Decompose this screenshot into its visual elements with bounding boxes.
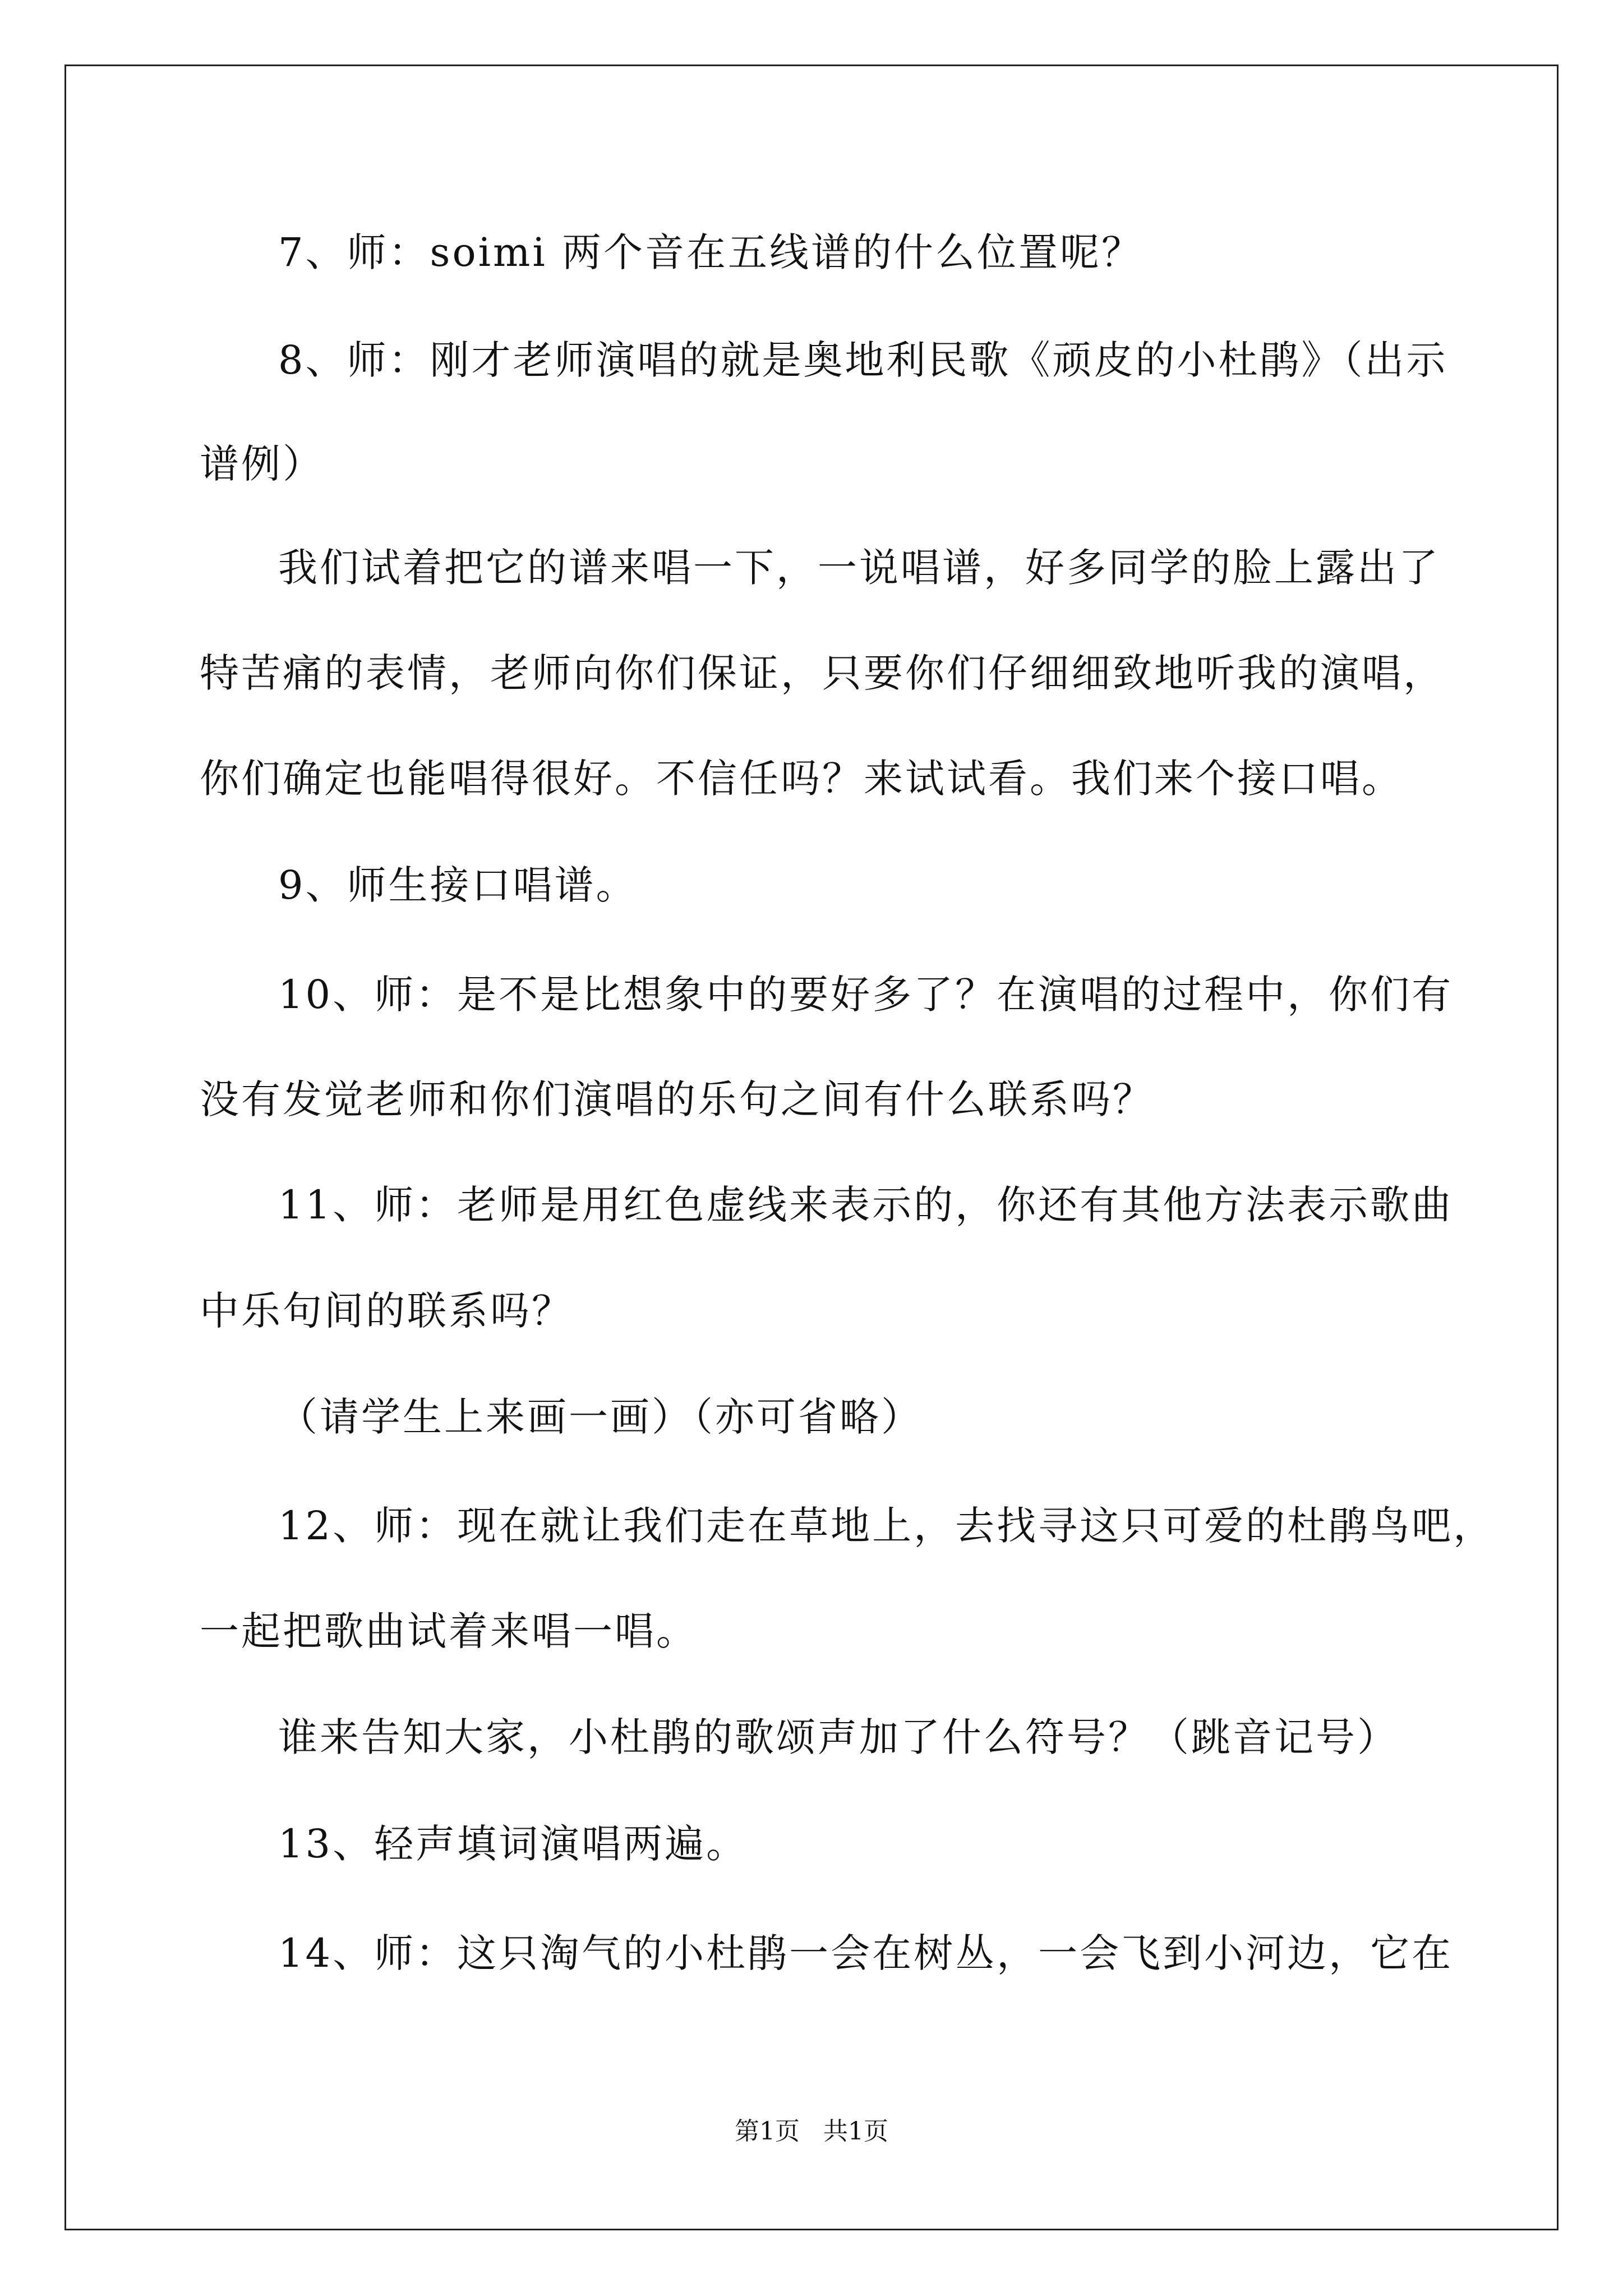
- text-line: 9、师生接口唱谱。: [278, 862, 638, 908]
- page-number-footer: 第1页 共1页: [735, 2117, 888, 2146]
- text-line: 我们试着把它的谱来唱一下，一说唱谱，好多同学的脸上露出了: [278, 545, 1440, 591]
- text-line: 10、师：是不是比想象中的要好多了？在演唱的过程中，你们有: [278, 972, 1454, 1018]
- text-line: 谁来告知大家，小杜鹃的歌颂声加了什么符号？（跳音记号）: [278, 1714, 1399, 1760]
- text-line: 你们确定也能唱得很好。不信任吗？来试试看。我们来个接口唱。: [200, 756, 1403, 802]
- text-line: 一起把歌曲试着来唱一唱。: [200, 1608, 698, 1654]
- text-line: 8、师：刚才老师演唱的就是奥地利民歌《顽皮的小杜鹃》（出示: [278, 337, 1448, 383]
- text-line: 7、师：soimi 两个音在五线谱的什么位置呢？: [278, 229, 1144, 275]
- text-line: 谱例）: [200, 441, 324, 487]
- text-line: 特苦痛的表情，老师向你们保证，只要你们仔细细致地听我的演唱，: [200, 650, 1445, 696]
- text-line: 没有发觉老师和你们演唱的乐句之间有什么联系吗？: [200, 1076, 1154, 1122]
- text-line: 14、师：这只淘气的小杜鹃一会在树丛，一会飞到小河边，它在: [278, 1930, 1454, 1976]
- text-line: 13、轻声填词演唱两遍。: [278, 1821, 748, 1867]
- text-line: （请学生上来画一画）（亦可省略）: [278, 1394, 923, 1440]
- text-line: 中乐句间的联系吗？: [200, 1288, 573, 1334]
- text-line: 12、师：现在就让我们走在草地上，去找寻这只可爱的杜鹃鸟吧，: [278, 1503, 1495, 1549]
- text-line: 11、师：老师是用红色虚线来表示的，你还有其他方法表示歌曲: [278, 1182, 1454, 1228]
- page-border: [64, 65, 1559, 2230]
